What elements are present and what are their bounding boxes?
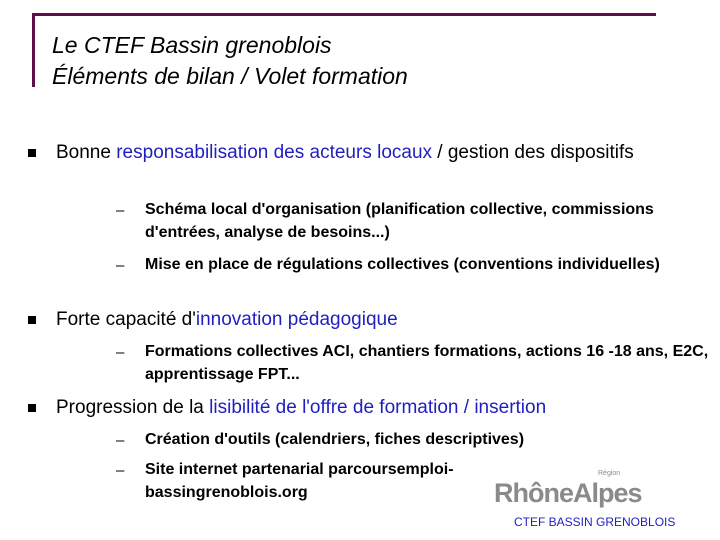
bullet-square-icon [28,404,36,412]
bullet-1-highlight: responsabilisation des acteurs locaux [116,142,433,163]
bullet-2-sub-1: Formations collectives ACI, chantiers formations, actions 16 -18 ans, E2C, apprentissage FPT... [145,343,709,383]
bullet-square-icon [28,149,36,157]
title-frame-left [32,13,35,87]
dash-icon: – [116,462,125,479]
bullet-3 [56,396,706,420]
dash-icon: – [116,257,125,274]
bullet-2 [56,308,706,332]
bullet-3-sub-2: Site internet partenarial parcoursemploi-bassingrenoblois.org [145,461,454,501]
bullet-3-highlight: lisibilité de l'offre de formation / insertion [209,397,547,418]
dash-icon: – [116,344,125,361]
dash-icon: – [116,202,125,219]
title-line-1: Le CTEF Bassin grenoblois [52,32,332,58]
bullet-1-sub-1: Schéma local d'organisation (planification collective, commissions d'entrées, analyse de besoins...) [145,201,654,241]
bullet-1 [56,141,706,165]
bullet-square-icon [28,316,36,324]
bullet-3-text: Progression de la [56,397,210,418]
logo-region-text: Région [598,470,621,477]
dash-icon: – [116,432,125,449]
title-line-2: Éléments de bilan / Volet formation [52,63,408,89]
bullet-1-text: Bonne [56,142,117,163]
bullet-3-sub-1: Création d'outils (calendriers, fiches descriptives) [145,431,525,448]
bullet-2-text: Forte capacité d' [56,309,196,330]
logo-text: RhôneAlpes [494,478,642,508]
title-frame-top [32,13,656,16]
bullet-1-text-end: / gestion des dispositifs [432,142,634,163]
bullet-1-sub-2: Mise en place de régulations collectives (conventions individuelles) [145,256,660,273]
bullet-2-highlight: innovation pédagogique [195,309,398,330]
rhone-alpes-logo [494,470,642,518]
footer-label: CTEF BASSIN GRENOBLOIS [514,515,676,529]
slide-title [52,30,408,92]
